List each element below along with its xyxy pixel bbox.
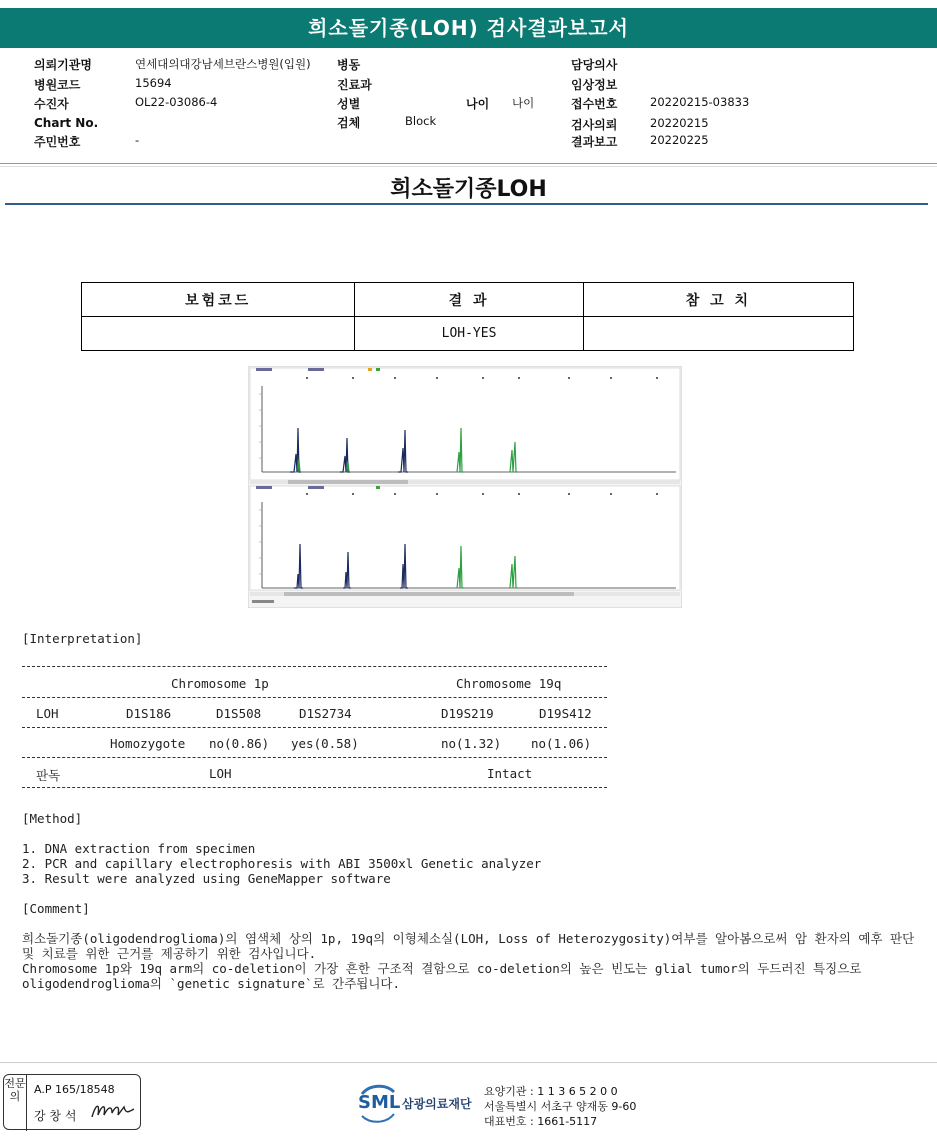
report-banner-title: 희소돌기종(LOH) 검사결과보고서	[0, 8, 937, 48]
method-step-1: 1. DNA extraction from specimen	[22, 841, 256, 856]
value-d1s2734: yes(0.58)	[291, 736, 359, 751]
method-step-3: 3. Result were analyzed using GeneMapper software	[22, 871, 391, 886]
header-label-ward: 병동	[337, 58, 361, 72]
marker-d1s2734: D1S2734	[299, 706, 352, 721]
phone: 대표번호 : 1661-5117	[484, 1115, 598, 1128]
header-value-institution: 연세대의대강남세브란스병원(입원)	[135, 57, 311, 71]
header-value-specimen: Block	[405, 114, 437, 128]
header-value-resident-no: -	[135, 133, 140, 147]
header-label-report-date: 결과보고	[571, 135, 618, 149]
org-name: 삼광의료재단	[402, 1097, 472, 1111]
value-d19s219: no(1.32)	[441, 736, 502, 751]
result-table	[81, 282, 854, 351]
marker-d19s219: D19S219	[441, 706, 494, 721]
electropherogram-image	[248, 366, 682, 608]
stamp-side-label: 전문의	[4, 1075, 27, 1131]
header-label-doctor: 담당의사	[571, 58, 618, 72]
header-value-receipt-no: 20220215-03833	[650, 95, 750, 109]
interp-rule-5	[22, 787, 607, 788]
interp-rule-4	[22, 757, 607, 758]
marker-d1s508: D1S508	[216, 706, 262, 721]
header-divider-2	[0, 166, 937, 167]
header-reference: 참 고 치	[583, 283, 853, 317]
comment-line-2: Chromosome 1p와 19q arm의 co-deletion이 가장 흔한 구조적 결함으로 co-deletion의 높은 빈도는 glial tumor의 두드러진 특징으로 oligodendroglioma의 `genetic signature`로 간주됩니다.	[22, 961, 862, 991]
title-underline	[5, 203, 928, 205]
header-value-age: 나이	[512, 96, 535, 110]
header-label-patient: 수진자	[34, 97, 69, 111]
interpretation-heading: [Interpretation]	[22, 631, 143, 646]
header-value-patient: OL22-03086-4	[135, 95, 218, 109]
stamp-ap-number: A.P 165/18548	[34, 1083, 115, 1096]
interp-rule-2	[22, 697, 607, 698]
header-value-request-date: 20220215	[650, 116, 709, 130]
header-label-receipt-no: 접수번호	[571, 97, 618, 111]
sml-logo	[356, 1082, 480, 1124]
header-insurance-code: 보험코드	[82, 283, 355, 317]
header-divider	[0, 163, 937, 164]
chromosome-19q-label: Chromosome 19q	[456, 676, 562, 691]
method-heading: [Method]	[22, 811, 83, 826]
header-label-clinical-info: 임상정보	[571, 78, 618, 92]
header-label-hospital-code: 병원코드	[34, 78, 81, 92]
value-d1s508: no(0.86)	[209, 736, 270, 751]
logo-text: SML	[358, 1092, 401, 1113]
interp-rule-3	[22, 727, 607, 728]
header-label-resident-no: 주민번호	[34, 135, 81, 149]
cell-result: LOH-YES	[355, 317, 584, 351]
value-d1s186: Homozygote	[110, 736, 186, 751]
chromosome-1p-label: Chromosome 1p	[171, 676, 269, 691]
interp-rule-1	[22, 666, 607, 667]
header-info	[0, 52, 937, 152]
result-table-header-row	[82, 283, 854, 317]
cell-insurance-code	[82, 317, 355, 351]
header-label-specimen: 검체	[337, 116, 361, 130]
header-value-report-date: 20220225	[650, 133, 709, 147]
cell-reference	[583, 317, 853, 351]
signature-icon	[90, 1099, 136, 1121]
judgement-1p: LOH	[209, 766, 232, 781]
footer-contact	[484, 1084, 636, 1129]
method-step-2: 2. PCR and capillary electrophoresis with ABI 3500xl Genetic analyzer	[22, 856, 542, 871]
document-title: 희소돌기종LOH	[390, 177, 547, 202]
judgement-19q: Intact	[487, 766, 533, 781]
result-table-row	[82, 317, 854, 351]
header-result: 결 과	[355, 283, 584, 317]
value-d19s412: no(1.06)	[531, 736, 592, 751]
header-label-request-date: 검사의뢰	[571, 118, 618, 132]
header-value-hospital-code: 15694	[135, 76, 172, 90]
comment-line-1: 희소돌기종(oligodendroglioma)의 염색체 상의 1p, 19q의 이형체소실(LOH, Loss of Heterozygosity)여부를 알아봄으로써 암 환자의 예후 판단 및 치료를 위한 근거를 제공하기 위한 검사입니다.	[22, 931, 915, 961]
header-label-institution: 의뢰기관명	[34, 58, 92, 72]
pathologist-stamp	[3, 1074, 141, 1130]
stamp-name: 강 창 석	[34, 1109, 77, 1123]
institution-code: 요양기관 : 1 1 3 6 5 2 0 0	[484, 1085, 618, 1098]
comment-text	[22, 931, 922, 991]
header-label-chart-no: Chart No.	[34, 116, 99, 130]
marker-loh: LOH	[36, 706, 59, 721]
header-label-sex: 성별	[337, 97, 361, 111]
footer-divider	[0, 1062, 937, 1063]
header-label-age: 나이	[466, 97, 490, 111]
marker-d19s412: D19S412	[539, 706, 592, 721]
comment-heading: [Comment]	[22, 901, 90, 916]
header-label-dept: 진료과	[337, 78, 372, 92]
marker-d1s186: D1S186	[126, 706, 172, 721]
address: 서울특별시 서초구 양재동 9-60	[484, 1100, 637, 1113]
judgement-label: 판독	[36, 768, 61, 783]
